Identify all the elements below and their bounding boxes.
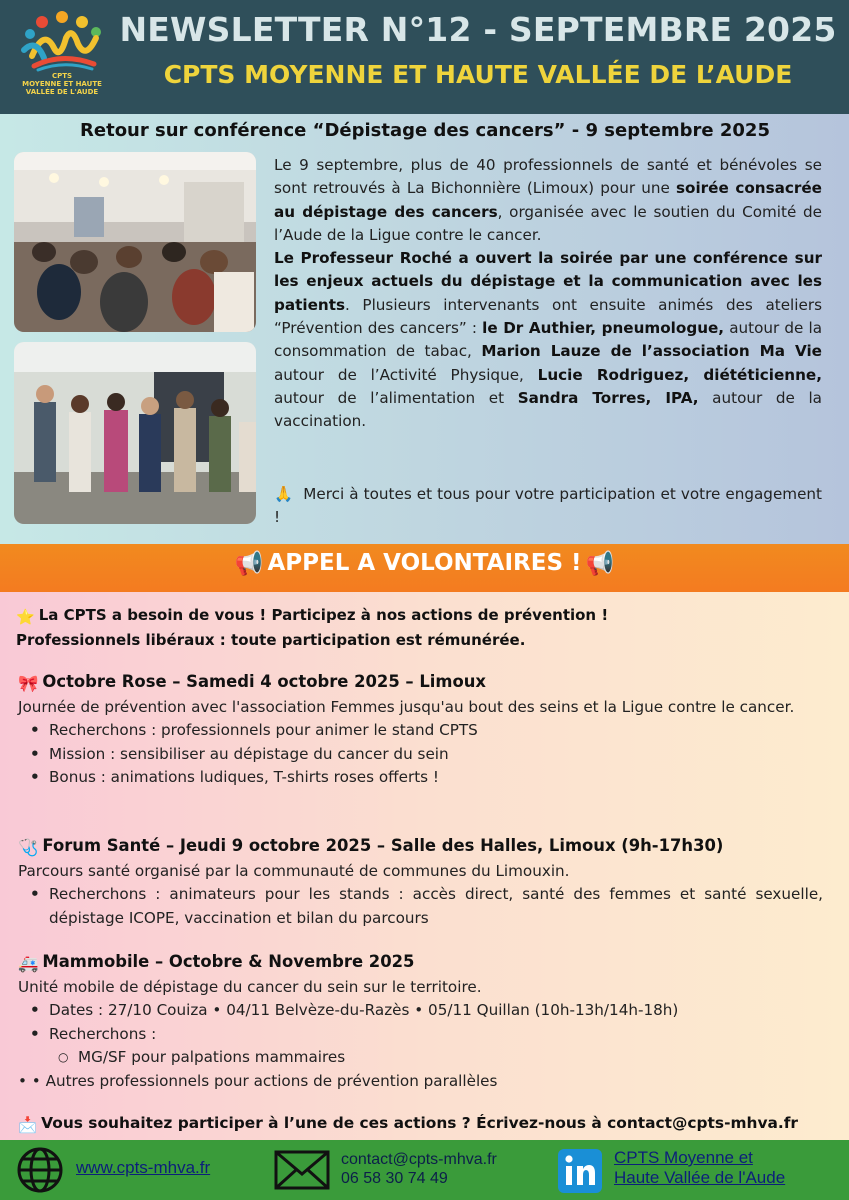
conference-text <box>274 154 822 434</box>
mammobile-desc: Unité mobile de dépistage du cancer du sein sur le territoire. <box>18 978 482 996</box>
conference-title: Retour sur conférence “Dépistage des cancers” - 9 septembre 2025 <box>80 120 770 141</box>
banner-title-row <box>0 550 849 577</box>
newsletter-header <box>0 0 849 114</box>
forum-title: Forum Santé – Jeudi 9 octobre 2025 – Salle des Halles, Limoux (9h-17h30) <box>42 836 724 855</box>
text-span: Le 9 septembre, plus de 40 professionnels de santé et bénévoles se sont retrouvés à La Bichonnière (Limoux) pour une <box>274 156 822 198</box>
linkedin-text-1[interactable]: CPTS Moyenne et <box>614 1148 753 1167</box>
text-bold: Le Professeur Roché a ouvert la soirée par une conférence sur les enjeux actuels du dépistage et la communication avec les patients <box>274 249 822 314</box>
octobre-rose-desc: Journée de prévention avec l'association Femmes jusqu'au bout des seins et la Ligue contre le cancer. <box>18 698 795 716</box>
list-item: • Recherchons : <box>18 1023 823 1047</box>
text-span: autour de la consommation de tabac, <box>274 319 823 361</box>
inbox-icon: 📩 <box>18 1116 38 1134</box>
list-item: • Mission : sensibiliser au dépistage du cancer du sein <box>18 743 823 767</box>
ambulance-icon: 🚑 <box>18 954 39 973</box>
intro-line-1 <box>16 604 836 629</box>
text-span: . Plusieurs intervenants ont ensuite animés des ateliers “Prévention des cancers” : <box>274 295 822 338</box>
list-item: • Recherchons : animateurs pour les stands : accès direct, santé des femmes et santé sexuelle, dépistage ICOPE, vaccination et bilan du parcours <box>18 883 823 930</box>
conference-photo-workshop <box>14 342 256 524</box>
forum-title-row <box>18 834 823 860</box>
folded-hands-icon: 🙏 <box>274 485 294 503</box>
text-bold: le Dr Authier, pneumologue, <box>482 319 725 338</box>
octobre-rose-title: Octobre Rose – Samedi 4 octobre 2025 – Limoux <box>42 672 486 691</box>
intro-line-2: Professionnels libéraux : toute participation est rémunérée. <box>16 631 526 649</box>
text-bold: Marion Lauze de l’association Ma Vie <box>481 342 822 361</box>
contact-text: Vous souhaitez participer à l’une de ces actions ? Écrivez-nous à contact@cpts-mhva.fr <box>41 1114 799 1132</box>
text-bold: Lucie Rodriguez, diététicienne, <box>537 365 822 384</box>
website-link[interactable]: www.cpts-mhva.fr <box>76 1158 211 1177</box>
ribbon-icon: 🎀 <box>18 674 39 693</box>
list-item: • Bonus : animations ludiques, T-shirts roses offerts ! <box>18 766 823 790</box>
star-icon: ⭐ <box>16 608 35 626</box>
footer-contact <box>341 1150 497 1188</box>
conference-paragraph-1 <box>274 154 822 247</box>
mammobile-sub-list <box>18 1046 823 1070</box>
conference-thanks <box>274 483 822 530</box>
list-item: • Recherchons : professionnels pour animer le stand CPTS <box>18 719 823 743</box>
text-span: , organisée avec le soutien du Comité de l’Aude de la Ligue contre le cancer. <box>274 202 822 244</box>
forum-sante-block <box>18 834 823 930</box>
volunteers-section <box>0 592 849 1140</box>
globe-icon <box>16 1146 64 1194</box>
volunteers-banner <box>0 544 849 592</box>
list-item: • Dates : 27/10 Couiza • 04/11 Belvèze-du-Razès • 05/11 Quillan (10h-13h/14h-18h) <box>18 999 823 1023</box>
text-span: autour de la vaccination. <box>274 388 822 431</box>
footer <box>0 1140 849 1200</box>
newsletter-title: NEWSLETTER N°12 - SEPTEMBRE 2025 <box>119 10 837 49</box>
forum-list <box>18 883 823 930</box>
text-span: autour de l’alimentation et <box>274 388 518 407</box>
logo-text: CPTS MOYENNE ET HAUTE VALLÉE DE L'AUDE <box>22 72 102 96</box>
forum-desc: Parcours santé organisé par la communauté de communes du Limouxin. <box>18 862 570 880</box>
stethoscope-icon: 🩺 <box>18 838 39 857</box>
volunteers-intro <box>16 604 836 652</box>
mammobile-extra: • • Autres professionnels pour actions de prévention parallèles <box>18 1071 498 1090</box>
mammobile-title: Mammobile – Octobre & Novembre 2025 <box>42 952 415 971</box>
linkedin-text-2[interactable]: Haute Vallée de l'Aude <box>614 1168 786 1187</box>
megaphone-icon: 📢 <box>234 551 264 577</box>
linkedin-link[interactable] <box>614 1148 785 1188</box>
intro-text-1: La CPTS a besoin de vous ! Participez à nos actions de prévention ! <box>38 606 609 624</box>
octobre-rose-title-row <box>18 670 823 696</box>
contact-call-to-action <box>18 1112 838 1136</box>
conference-section <box>0 114 849 544</box>
octobre-rose-block <box>18 670 823 790</box>
envelope-icon <box>274 1150 330 1190</box>
conference-photo-audience <box>14 152 256 332</box>
cpts-logo <box>14 8 110 108</box>
mammobile-list <box>18 999 823 1046</box>
phone-text[interactable]: 06 58 30 74 49 <box>341 1170 448 1187</box>
newsletter-subtitle: CPTS MOYENNE ET HAUTE VALLÉE DE L’AUDE <box>163 60 793 89</box>
conference-paragraph-2 <box>274 247 822 433</box>
thanks-text: Merci à toutes et tous pour votre participation et votre engagement ! <box>274 485 823 527</box>
text-bold: Sandra Torres, IPA, <box>517 388 699 407</box>
linkedin-icon[interactable] <box>558 1149 602 1193</box>
mammobile-block <box>18 950 823 1093</box>
mammobile-title-row <box>18 950 823 976</box>
megaphone-icon: 📢 <box>585 551 615 577</box>
banner-title: APPEL A VOLONTAIRES ! <box>267 550 582 576</box>
email-text[interactable]: contact@cpts-mhva.fr <box>341 1151 497 1168</box>
list-item: ○ MG/SF pour palpations mammaires <box>18 1046 823 1070</box>
text-bold: soirée consacrée au dépistage des cancers <box>274 179 822 221</box>
text-span: autour de l’Activité Physique, <box>274 365 538 384</box>
octobre-rose-list <box>18 719 823 790</box>
